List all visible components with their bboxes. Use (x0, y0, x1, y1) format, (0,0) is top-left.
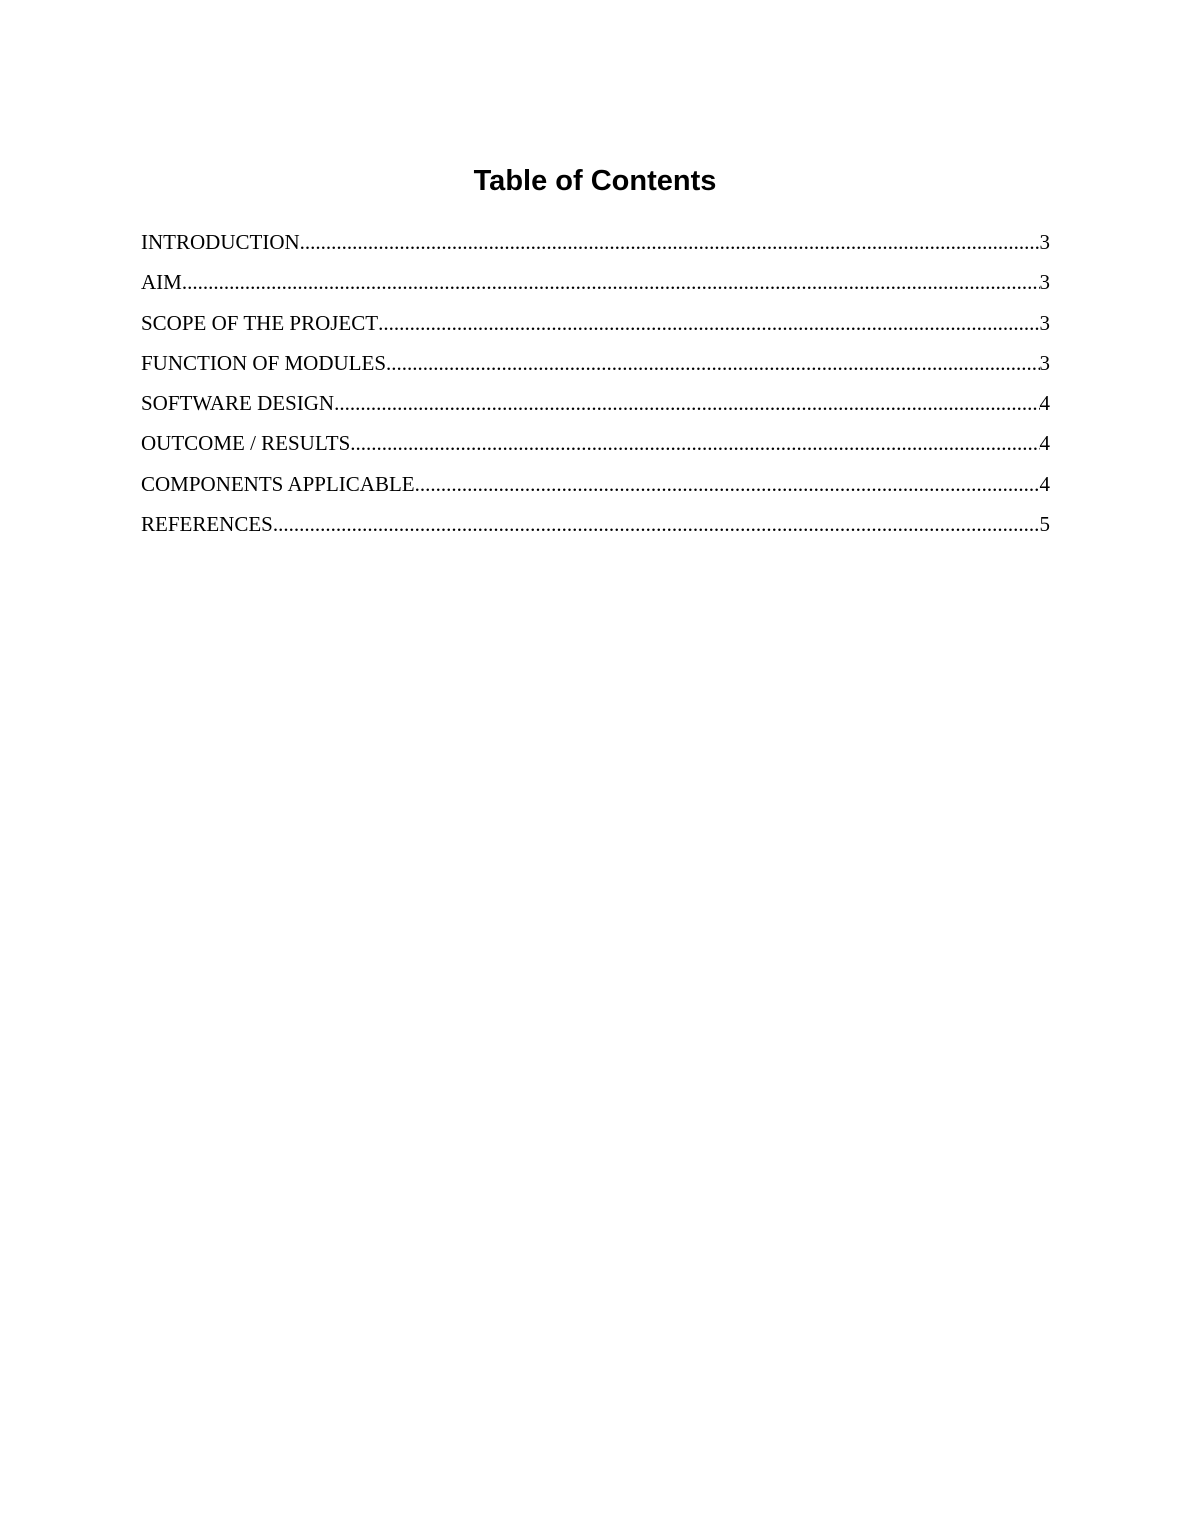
toc-page-number: 4 (1039, 471, 1050, 496)
toc-entry-label: INTRODUCTION (141, 230, 300, 254)
toc-dot-leader (350, 429, 1039, 457)
toc-dot-leader (182, 268, 1040, 296)
toc-entry-label: REFERENCES (141, 512, 273, 537)
toc-entry-label: OUTCOME / RESULTS (141, 431, 351, 456)
toc-entry-software-design[interactable] (141, 389, 1050, 429)
toc-page-number: 3 (1039, 270, 1050, 295)
toc-dot-leader (415, 470, 1040, 498)
toc-dot-leader (378, 309, 1039, 337)
table-of-contents (141, 228, 1050, 550)
toc-entry-label: FUNCTION OF MODULES (141, 350, 387, 375)
toc-entry-label: AIM (141, 270, 182, 295)
toc-dot-leader (273, 510, 1040, 538)
toc-entry-scope-of-the-project[interactable] (141, 309, 1050, 349)
toc-page-number: 4 (1039, 431, 1050, 456)
toc-entry-function-of-modules[interactable] (141, 349, 1050, 389)
toc-entry-components-applicable[interactable] (141, 470, 1050, 510)
toc-entry-aim[interactable] (141, 268, 1050, 308)
page-title: Table of Contents (473, 165, 717, 197)
toc-dot-leader (300, 228, 1040, 256)
toc-page-number: 3 (1039, 230, 1050, 254)
toc-entry-label: SOFTWARE DESIGN (141, 391, 335, 416)
toc-entry-introduction[interactable] (141, 228, 1050, 268)
toc-page-number: 4 (1039, 391, 1050, 416)
toc-entry-label: COMPONENTS APPLICABLE (141, 471, 415, 496)
toc-entry-label: SCOPE OF THE PROJECT (141, 310, 379, 335)
toc-page-number: 5 (1039, 512, 1050, 537)
toc-dot-leader (334, 389, 1039, 417)
toc-entry-references[interactable] (141, 510, 1050, 550)
toc-entry-outcome-results[interactable] (141, 429, 1050, 469)
toc-dot-leader (386, 349, 1039, 377)
toc-page-number: 3 (1039, 310, 1050, 335)
toc-page-number: 3 (1039, 350, 1050, 375)
